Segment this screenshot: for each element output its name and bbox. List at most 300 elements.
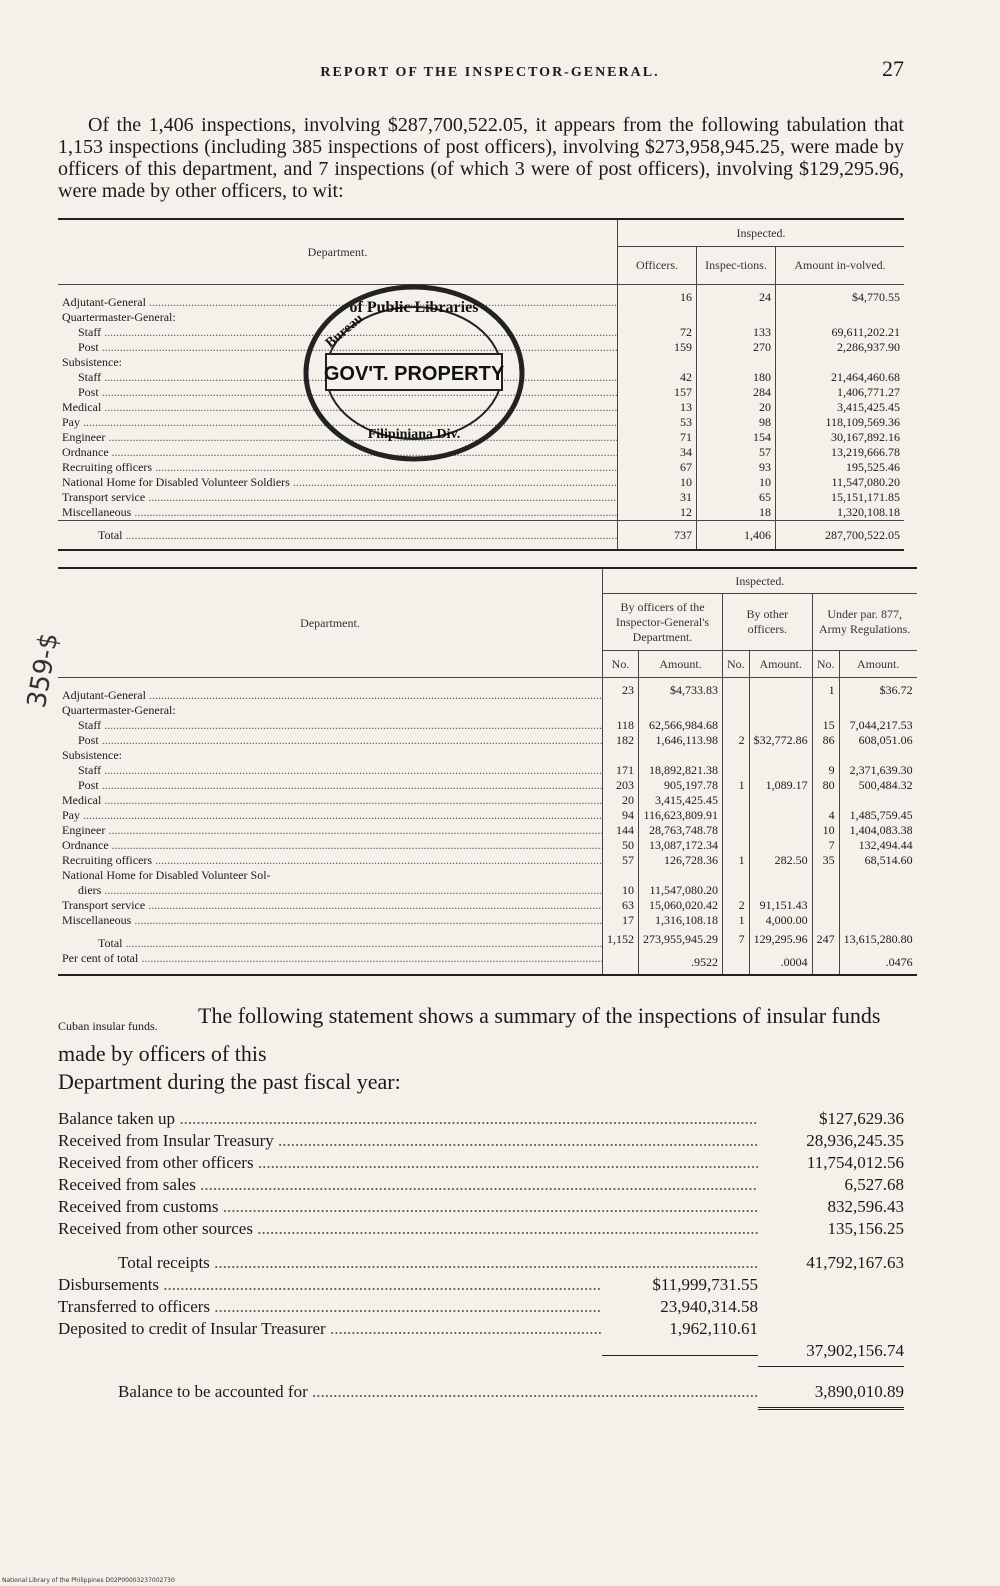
t1-cell-officers: 159 (618, 340, 697, 355)
t2-cell-a3: 608,051.06 (839, 733, 917, 748)
receipt-row (58, 1196, 904, 1218)
receipt-amount: 28,936,245.35 (806, 1131, 904, 1150)
t1-cell-officers: 10 (618, 475, 697, 490)
t2-cell-a2: 4,000.00 (749, 913, 812, 928)
t2-row-label-text: Medical ..... (62, 793, 603, 807)
receipt-amount: $127,629.36 (819, 1109, 904, 1128)
disbursement-row (58, 1274, 904, 1296)
t2-cell-n2: 1 (723, 778, 750, 793)
t1-cell-inspections: 270 (697, 340, 776, 355)
t2-cell-n3 (812, 748, 839, 763)
t2-row-label (58, 883, 603, 898)
disbursement-total-amount: 37,902,156.74 (806, 1341, 904, 1360)
table-row (58, 778, 917, 793)
t2-cell-n1: 17 (603, 913, 639, 928)
balance-row (58, 1381, 904, 1403)
t1-cell-inspections: 180 (697, 370, 776, 385)
table-row (58, 793, 917, 808)
table-row (58, 823, 917, 838)
t2-cell-a2 (749, 678, 812, 704)
t2-cell-a3: 7,044,217.53 (839, 718, 917, 733)
t1-row-label-text: Staff ..... (78, 370, 618, 384)
t1-cell-officers: 53 (618, 415, 697, 430)
t2-cell-a2 (749, 883, 812, 898)
total-row (58, 928, 917, 951)
t2-cell-n3: 10 (812, 823, 839, 838)
t2-cell-n3: 35 (812, 853, 839, 868)
t2-total-n3: 247 (812, 928, 839, 951)
percent-row (58, 951, 917, 975)
receipt-row (58, 1130, 904, 1152)
t2-cell-a2: 282.50 (749, 853, 812, 868)
t2-cell-a2: $32,772.86 (749, 733, 812, 748)
t2-cell-a2 (749, 718, 812, 733)
t2-col-no-2: No. (723, 651, 750, 678)
summary-paragraph (58, 1002, 904, 1096)
t2-cell-a1: 3,415,425.45 (639, 793, 723, 808)
t1-cell-inspections (697, 310, 776, 325)
t2-cell-a3: 1,485,759.45 (839, 808, 917, 823)
t2-percent-label-text: Per cent of total ..... (62, 951, 603, 965)
t2-cell-a1: 1,646,113.98 (639, 733, 723, 748)
t2-cell-a3 (839, 898, 917, 913)
t1-cell-amount (776, 310, 905, 325)
footer-tag: National Library of the Philippines D02P00003237002730 (2, 1577, 175, 1584)
t2-cell-a3 (839, 883, 917, 898)
t2-total-n2: 7 (723, 928, 750, 951)
receipt-amount: 832,596.43 (827, 1197, 904, 1216)
t1-cell-inspections: 20 (697, 400, 776, 415)
t1-cell-officers: 16 (618, 285, 697, 311)
t2-cell-a3: 68,514.60 (839, 853, 917, 868)
t2-cell-n2 (723, 793, 750, 808)
t2-cell-n2 (723, 718, 750, 733)
t2-cell-n1: 57 (603, 853, 639, 868)
table-row (58, 475, 904, 490)
t2-row-label (58, 748, 603, 763)
margin-annotation: 359-$ (22, 630, 65, 711)
intro-paragraph: Of the 1,406 inspections, involving $287,700,522.05, it appears from the following tabulation that 1,153 inspections (including 385 inspections of post officers), involving $273,958,945.25, were made by officers of this department, and 7 inspections (of which 3 were of post officers), involving $129,295.96, were made by other officers, to wit: (58, 114, 904, 202)
t2-row-label-text: Engineer ..... (62, 823, 603, 837)
table-row (58, 718, 917, 733)
t2-row-label (58, 868, 603, 883)
t2-total-n1: 1,152 (603, 928, 639, 951)
t2-cell-a3 (839, 868, 917, 883)
t2-cell-a2 (749, 868, 812, 883)
table-row (58, 898, 917, 913)
t2-cell-a2 (749, 823, 812, 838)
t1-cell-amount: $4,770.55 (776, 285, 905, 311)
t1-cell-amount: 1,406,771.27 (776, 385, 905, 400)
t1-cell-amount: 15,151,171.85 (776, 490, 905, 505)
t2-cell-a1: 13,087,172.34 (639, 838, 723, 853)
t1-cell-officers (618, 355, 697, 370)
t2-cell-n1: 144 (603, 823, 639, 838)
t2-cell-a1: 1,316,108.18 (639, 913, 723, 928)
t2-cell-a1: 28,763,748.78 (639, 823, 723, 838)
t1-cell-amount: 3,415,425.45 (776, 400, 905, 415)
document-page (58, 56, 913, 1410)
t1-row-label-text: Post ..... (78, 385, 618, 399)
t2-cell-n1: 94 (603, 808, 639, 823)
t1-cell-inspections: 57 (697, 445, 776, 460)
t2-col-no-1: No. (603, 651, 639, 678)
t2-cell-a1 (639, 748, 723, 763)
rule-row (58, 1366, 904, 1367)
t2-cell-n1: 23 (603, 678, 639, 704)
t2-cell-a2 (749, 808, 812, 823)
table-row (58, 868, 917, 883)
t2-col-amount-2: Amount. (749, 651, 812, 678)
t2-cell-a2 (749, 748, 812, 763)
t2-group-header: Inspected. (603, 568, 917, 594)
receipt-row (58, 1108, 904, 1130)
t1-cell-amount: 118,109,569.36 (776, 415, 905, 430)
stamp-top-text: of Public Libraries (349, 299, 479, 316)
t2-cell-n2 (723, 763, 750, 778)
t1-cell-inspections: 10 (697, 475, 776, 490)
t1-col-amount: Amount in-volved. (776, 247, 905, 285)
t2-row-label-text: Post ..... (78, 733, 603, 747)
t2-row-label (58, 853, 603, 868)
receipt-label: Received from sales ..... (58, 1174, 758, 1196)
t2-row-label-text: Adjutant-General ..... (62, 688, 603, 702)
t2-row-label (58, 703, 603, 718)
t2-total-a3: 13,615,280.80 (839, 928, 917, 951)
disbursement-amount: 23,940,314.58 (660, 1297, 758, 1316)
t1-cell-amount: 1,320,108.18 (776, 505, 905, 521)
t1-cell-officers (618, 310, 697, 325)
t1-cell-amount: 30,167,892.16 (776, 430, 905, 445)
t2-cell-n1 (603, 748, 639, 763)
inspections-by-inspector-table (58, 567, 917, 976)
library-stamp (300, 278, 528, 468)
t2-cell-n2: 2 (723, 898, 750, 913)
t1-cell-officers: 34 (618, 445, 697, 460)
t2-row-label-text: Recruiting officers ..... (62, 853, 603, 867)
t1-row-label (58, 505, 618, 521)
receipt-label: Received from other officers ..... (58, 1152, 758, 1174)
table-row (58, 913, 917, 928)
t2-row-label-text: Pay ..... (62, 808, 603, 822)
t2-cell-n2 (723, 838, 750, 853)
t1-total-officers: 737 (618, 521, 697, 551)
t1-cell-inspections: 154 (697, 430, 776, 445)
t2-cell-n1: 50 (603, 838, 639, 853)
t2-cell-n2 (723, 883, 750, 898)
summary-para-rest: Department during the past fiscal year: (58, 1069, 401, 1094)
stamp-left-text: Bureau (322, 311, 367, 352)
t1-total-label (58, 521, 618, 551)
t1-row-label-text: Adjutant-General ..... (62, 295, 618, 309)
t2-cell-a3 (839, 913, 917, 928)
t1-cell-officers: 71 (618, 430, 697, 445)
t1-cell-officers: 157 (618, 385, 697, 400)
t1-cell-inspections: 98 (697, 415, 776, 430)
insular-funds-ledger (58, 1108, 904, 1410)
t2-cell-a3: 1,404,083.38 (839, 823, 917, 838)
t1-row-label-text: Ordnance ..... (62, 445, 618, 459)
t1-total-label-text: Total ..... (98, 528, 618, 542)
t2-percent-cell: .0476 (839, 951, 917, 975)
t1-total-inspections: 1,406 (697, 521, 776, 551)
t1-row-label-text: Recruiting officers ..... (62, 460, 618, 474)
t1-row-label-text: Subsistence: (62, 355, 122, 369)
t2-cell-a1 (639, 703, 723, 718)
table-row (58, 505, 904, 521)
t2-cell-n1 (603, 868, 639, 883)
t2-row-label-text: Miscellaneous ..... (62, 913, 603, 927)
t1-cell-inspections (697, 355, 776, 370)
t2-col-no-3: No. (812, 651, 839, 678)
t1-cell-officers: 13 (618, 400, 697, 415)
t1-cell-inspections: 18 (697, 505, 776, 521)
receipt-label: Received from other sources ..... (58, 1218, 758, 1240)
t1-row-label (58, 490, 618, 505)
t2-percent-cell (603, 951, 639, 975)
t1-cell-amount: 13,219,666.78 (776, 445, 905, 460)
stamp-bottom-text: Filipiniana Div. (367, 427, 461, 442)
t2-percent-label (58, 951, 603, 975)
t2-row-label (58, 898, 603, 913)
t2-cell-n2: 1 (723, 913, 750, 928)
t2-cell-a2 (749, 793, 812, 808)
t1-col-department: Department. (58, 219, 618, 285)
balance-amount: 3,890,010.89 (814, 1382, 904, 1401)
t1-cell-inspections: 24 (697, 285, 776, 311)
t2-total-label-text: Total ..... (98, 936, 603, 950)
table-row (58, 838, 917, 853)
t2-cell-n3: 80 (812, 778, 839, 793)
t2-row-label (58, 823, 603, 838)
t2-percent-cell: .0004 (749, 951, 812, 975)
table-row (58, 703, 917, 718)
t1-row-label-text: Quartermaster-General: (62, 310, 176, 324)
t2-cell-a1: 18,892,821.38 (639, 763, 723, 778)
t2-cell-a3 (839, 793, 917, 808)
t2-grp-par877: Under par. 877, Army Regulations. (812, 594, 917, 651)
t2-cell-n3: 9 (812, 763, 839, 778)
t2-cell-n3 (812, 913, 839, 928)
t2-row-label (58, 733, 603, 748)
t2-row-label (58, 763, 603, 778)
t1-row-label-text: Transport service ..... (62, 490, 618, 504)
t1-cell-amount: 2,286,937.90 (776, 340, 905, 355)
t1-cell-inspections: 93 (697, 460, 776, 475)
receipt-label: Received from customs ..... (58, 1196, 758, 1218)
running-title: REPORT OF THE INSPECTOR-GENERAL. (320, 65, 660, 80)
t2-cell-n3 (812, 703, 839, 718)
t2-cell-a2 (749, 838, 812, 853)
t2-percent-cell (812, 951, 839, 975)
t2-row-label-text: Transport service ..... (62, 898, 603, 912)
t1-row-label (58, 475, 618, 490)
t2-row-label-text: Subsistence: (62, 748, 122, 762)
t2-cell-a1: 905,197.78 (639, 778, 723, 793)
t2-col-amount-3: Amount. (839, 651, 917, 678)
t2-row-label-text: National Home for Disabled Volunteer Sol- (62, 868, 271, 882)
t2-cell-n1: 171 (603, 763, 639, 778)
total-row (58, 521, 904, 551)
t2-cell-a3: 500,484.32 (839, 778, 917, 793)
receipt-amount: 6,527.68 (844, 1175, 904, 1194)
page-number: 27 (882, 56, 904, 81)
t1-cell-officers: 12 (618, 505, 697, 521)
t2-cell-a3: 132,494.44 (839, 838, 917, 853)
t2-cell-a2 (749, 763, 812, 778)
t1-cell-officers: 31 (618, 490, 697, 505)
t2-cell-n1: 20 (603, 793, 639, 808)
table-row (58, 733, 917, 748)
disbursement-row (58, 1318, 904, 1340)
summary-para-first: The following statement shows a summary of the inspections of insular funds made by officers of this (58, 1003, 881, 1066)
t2-percent-cell: .9522 (639, 951, 723, 975)
t1-group-header: Inspected. (618, 219, 905, 247)
disbursement-amount: $11,999,731.55 (652, 1275, 758, 1294)
t1-row-label-text: Post ..... (78, 340, 618, 354)
t2-row-label-text: Post ..... (78, 778, 603, 792)
t2-cell-n3: 15 (812, 718, 839, 733)
t2-cell-n3 (812, 793, 839, 808)
t2-cell-n1: 10 (603, 883, 639, 898)
t2-cell-a2: 1,089.17 (749, 778, 812, 793)
receipt-amount: 135,156.25 (827, 1219, 904, 1238)
t2-row-label-text: Staff ..... (78, 718, 603, 732)
t2-cell-a1: 11,547,080.20 (639, 883, 723, 898)
t1-cell-amount: 69,611,202.21 (776, 325, 905, 340)
t2-cell-a2: 91,151.43 (749, 898, 812, 913)
table-row (58, 678, 917, 704)
t2-cell-a3 (839, 748, 917, 763)
t2-total-a2: 129,295.96 (749, 928, 812, 951)
t2-cell-a1: 62,566,984.68 (639, 718, 723, 733)
t1-cell-officers: 72 (618, 325, 697, 340)
t1-cell-amount: 11,547,080.20 (776, 475, 905, 490)
receipt-row (58, 1218, 904, 1240)
t2-cell-n1: 118 (603, 718, 639, 733)
t2-grp-inspector: By officers of the Inspector-General's Department. (603, 594, 723, 651)
t2-cell-a3: $36.72 (839, 678, 917, 704)
t2-cell-n2 (723, 808, 750, 823)
t2-cell-n3: 4 (812, 808, 839, 823)
t2-cell-n3: 1 (812, 678, 839, 704)
t2-col-amount-1: Amount. (639, 651, 723, 678)
t2-row-label-text: Quartermaster-General: (62, 703, 176, 717)
t1-cell-amount (776, 355, 905, 370)
t1-col-inspections: Inspec-tions. (697, 247, 776, 285)
t2-cell-n3 (812, 883, 839, 898)
t2-cell-a1: 116,623,809.91 (639, 808, 723, 823)
receipt-row (58, 1174, 904, 1196)
t2-cell-n3: 86 (812, 733, 839, 748)
t2-row-label (58, 718, 603, 733)
t2-cell-a3 (839, 703, 917, 718)
t2-row-label (58, 838, 603, 853)
table-row (58, 748, 917, 763)
table-row (58, 808, 917, 823)
t2-cell-a2 (749, 703, 812, 718)
t2-total-a1: 273,955,945.29 (639, 928, 723, 951)
table-row (58, 853, 917, 868)
t2-row-label-text: Ordnance ..... (62, 838, 603, 852)
t2-row-label (58, 808, 603, 823)
t2-percent-cell (723, 951, 750, 975)
disbursement-label: Disbursements ..... (58, 1274, 602, 1296)
t1-row-label-text: Medical ..... (62, 400, 618, 414)
t1-cell-officers: 42 (618, 370, 697, 385)
t2-row-label (58, 778, 603, 793)
t1-row-label-text: Staff ..... (78, 325, 618, 339)
t2-row-label-text: Staff ..... (78, 763, 603, 777)
t1-row-label-text: National Home for Disabled Volunteer Soldiers ..... (62, 475, 618, 489)
t2-grp-other: By other officers. (723, 594, 813, 651)
t2-cell-n2: 1 (723, 853, 750, 868)
t2-cell-n1 (603, 703, 639, 718)
disbursement-label: Transferred to officers ..... (58, 1296, 602, 1318)
t2-cell-n2 (723, 703, 750, 718)
t2-cell-a3: 2,371,639.30 (839, 763, 917, 778)
disbursement-row (58, 1296, 904, 1318)
t2-cell-n3: 7 (812, 838, 839, 853)
t2-cell-a1 (639, 868, 723, 883)
total-receipts-amount: 41,792,167.63 (806, 1253, 904, 1272)
t1-cell-inspections: 133 (697, 325, 776, 340)
t1-row-label-text: Pay ..... (62, 415, 618, 429)
t2-cell-n2 (723, 748, 750, 763)
stamp-center-text: GOV'T. PROPERTY (323, 363, 505, 385)
receipt-row (58, 1152, 904, 1174)
total-receipts-row (58, 1252, 904, 1274)
t2-cell-n1: 182 (603, 733, 639, 748)
t1-total-amount: 287,700,522.05 (776, 521, 905, 551)
table-row (58, 490, 904, 505)
t2-row-label (58, 678, 603, 704)
t2-cell-n2: 2 (723, 733, 750, 748)
t2-row-label-text: diers ..... (78, 883, 603, 897)
t2-cell-a1: 15,060,020.42 (639, 898, 723, 913)
receipt-amount: 11,754,012.56 (806, 1153, 904, 1172)
t1-col-officers: Officers. (618, 247, 697, 285)
disbursement-amount: 1,962,110.61 (669, 1319, 758, 1338)
t2-col-department: Department. (58, 568, 603, 678)
t2-cell-a1: $4,733.83 (639, 678, 723, 704)
t1-row-label-text: Engineer ..... (62, 430, 618, 444)
t2-cell-n2 (723, 868, 750, 883)
t2-row-label (58, 793, 603, 808)
t2-cell-n3 (812, 868, 839, 883)
balance-label: Balance to be accounted for ..... (118, 1381, 758, 1403)
t1-cell-inspections: 65 (697, 490, 776, 505)
t1-cell-amount: 21,464,460.68 (776, 370, 905, 385)
table-row (58, 763, 917, 778)
t2-total-label (58, 928, 603, 951)
t1-cell-inspections: 284 (697, 385, 776, 400)
t2-cell-n2 (723, 823, 750, 838)
running-head (58, 56, 904, 86)
t2-cell-n3 (812, 898, 839, 913)
t1-cell-officers: 67 (618, 460, 697, 475)
disbursement-label: Deposited to credit of Insular Treasurer ..... (58, 1318, 602, 1340)
t2-cell-n1: 63 (603, 898, 639, 913)
side-note: Cuban insular funds. (58, 1019, 158, 1033)
t1-cell-amount: 195,525.46 (776, 460, 905, 475)
receipt-label: Balance taken up ..... (58, 1108, 758, 1130)
total-receipts-label: Total receipts ..... (118, 1252, 758, 1274)
double-rule-row (58, 1403, 904, 1410)
receipt-label: Received from Insular Treasury ..... (58, 1130, 758, 1152)
table-row (58, 883, 917, 898)
disbursement-total-row (58, 1340, 904, 1362)
